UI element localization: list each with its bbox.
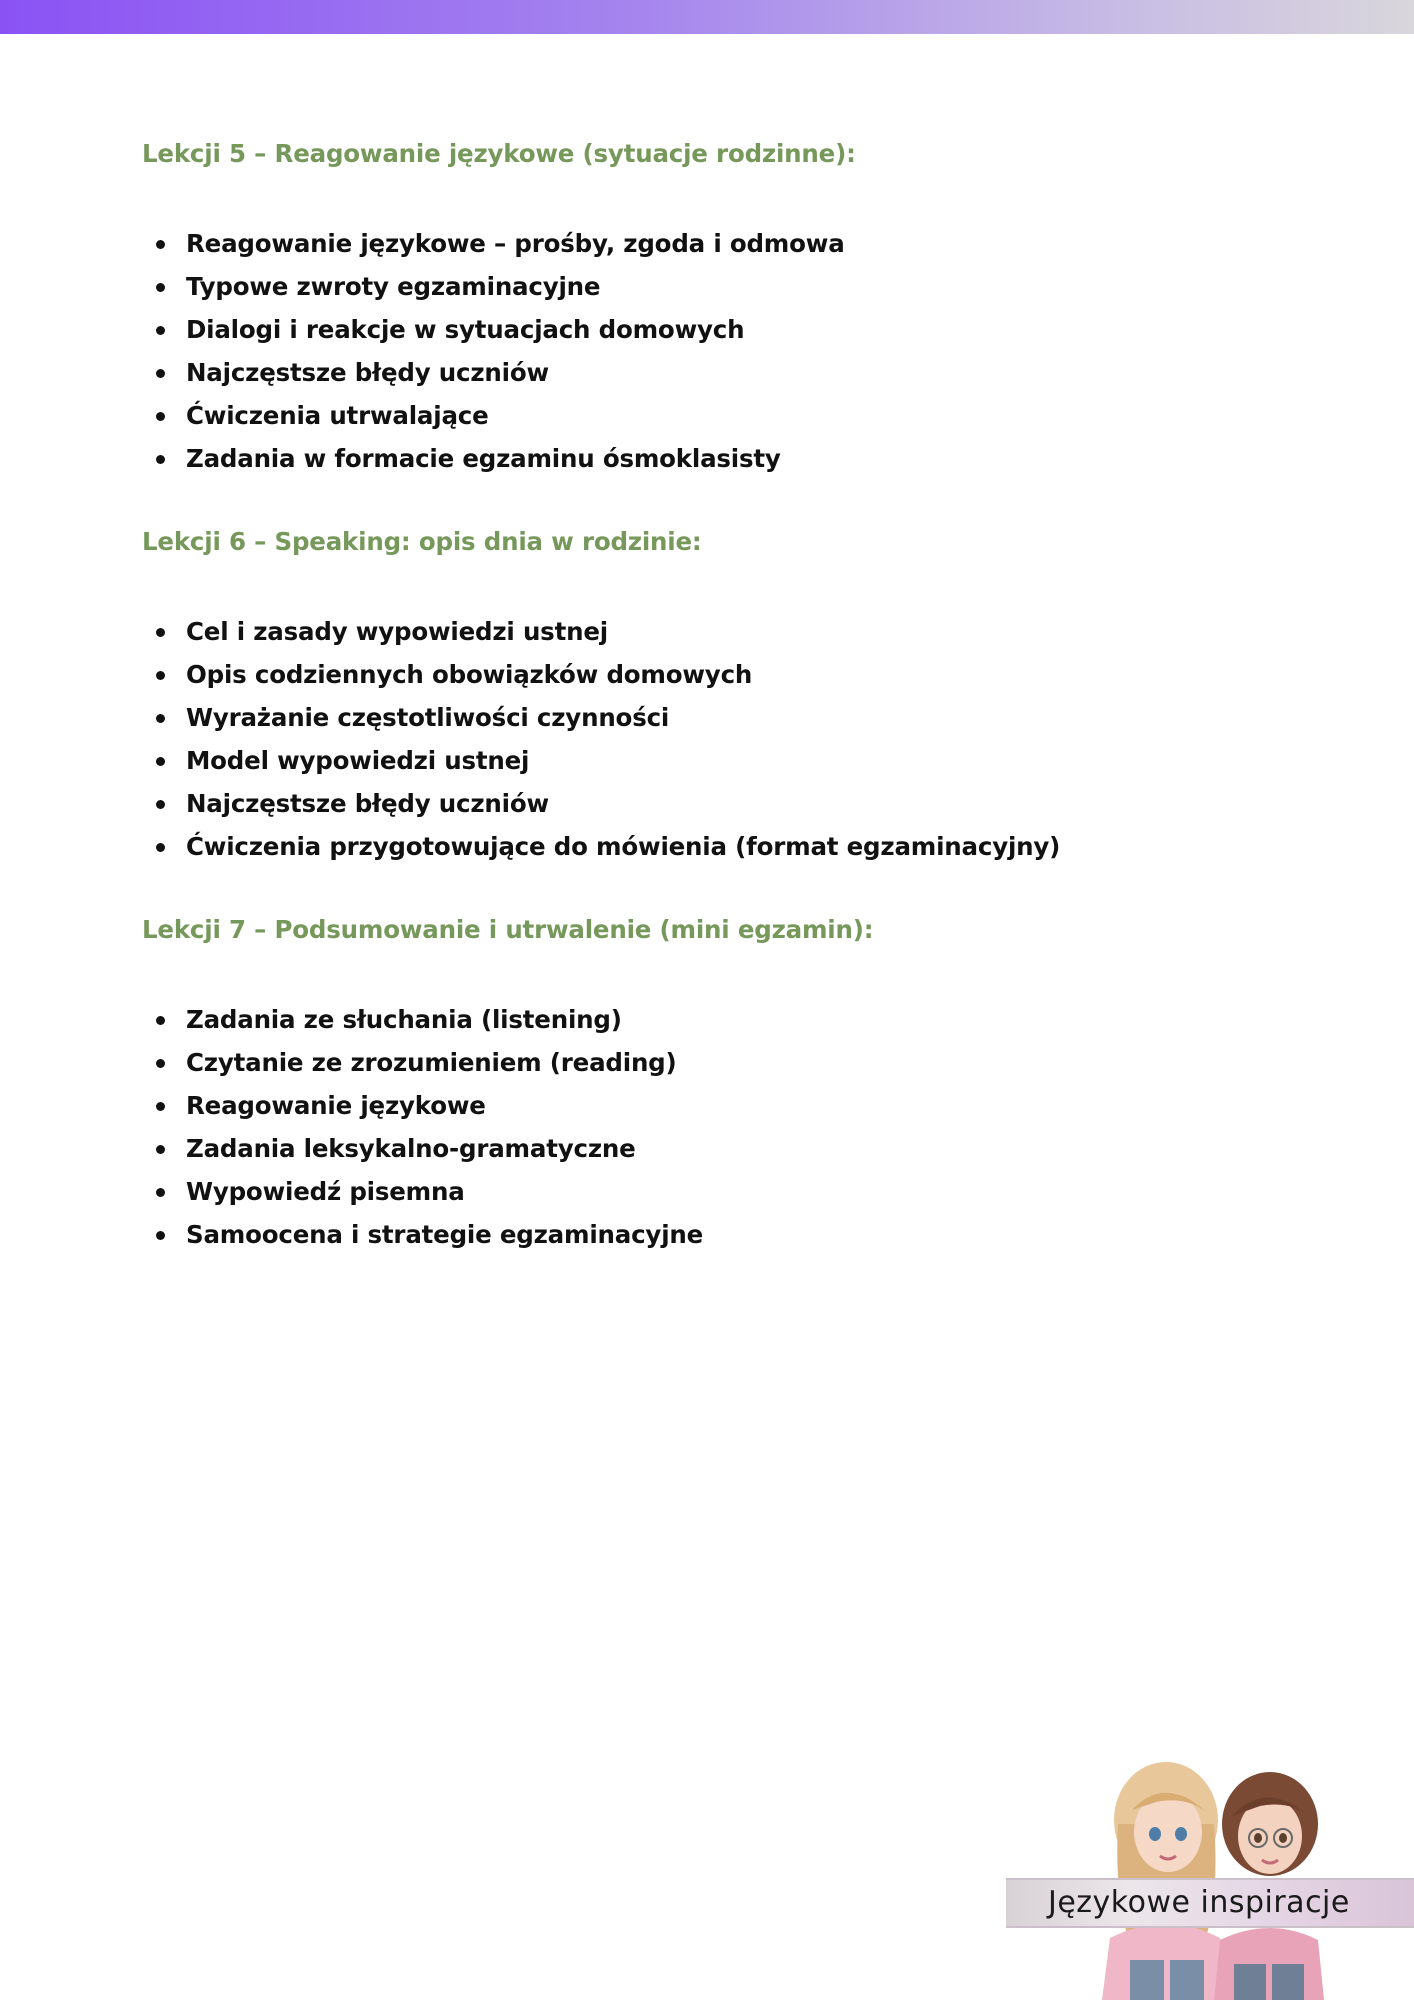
lesson-topic-list (142, 222, 1292, 480)
list-item-text: Samoocena i strategie egzaminacyjne (186, 1220, 704, 1249)
list-item-text: Dialogi i reakcje w sytuacjach domowych (186, 315, 745, 344)
list-item-text: Opis codziennych obowiązków domowych (186, 660, 753, 689)
list-item (142, 739, 1292, 782)
list-item-text: Ćwiczenia przygotowujące do mówienia (format egzaminacyjny) (186, 832, 1061, 861)
bullet-icon (156, 714, 165, 723)
bullet-icon (156, 369, 165, 378)
bullet-icon (156, 1102, 165, 1111)
logo-text: Językowe inspiracje (1006, 1878, 1414, 1928)
document-content (142, 136, 1292, 1256)
list-item-text: Zadania ze słuchania (listening) (186, 1005, 622, 1034)
list-item (142, 308, 1292, 351)
list-item (142, 998, 1292, 1041)
list-item (142, 265, 1292, 308)
lesson-heading: Lekcji 5 – Reagowanie językowe (sytuacje rodzinne): (142, 139, 856, 168)
bullet-icon (156, 240, 165, 249)
lesson-section-7 (142, 912, 1292, 1256)
list-item-text: Najczęstsze błędy uczniów (186, 358, 549, 387)
bullet-icon (156, 800, 165, 809)
list-item-text: Najczęstsze błędy uczniów (186, 789, 549, 818)
bullet-icon (156, 671, 165, 680)
lesson-topic-list (142, 998, 1292, 1256)
bullet-icon (156, 1016, 165, 1025)
bullet-icon (156, 628, 165, 637)
list-item-text: Reagowanie językowe (186, 1091, 486, 1120)
brand-logo (1006, 1760, 1414, 2000)
list-item-text: Model wypowiedzi ustnej (186, 746, 530, 775)
list-item-text: Czytanie ze zrozumieniem (reading) (186, 1048, 677, 1077)
bullet-icon (156, 455, 165, 464)
list-item (142, 1213, 1292, 1256)
list-item (142, 222, 1292, 265)
list-item (142, 610, 1292, 653)
bullet-icon (156, 1231, 165, 1240)
lesson-section-6 (142, 524, 1292, 868)
lesson-section-5 (142, 136, 1292, 480)
list-item (142, 1041, 1292, 1084)
list-item (142, 351, 1292, 394)
top-gradient-bar (0, 0, 1414, 34)
bullet-icon (156, 326, 165, 335)
list-item (142, 1084, 1292, 1127)
list-item (142, 782, 1292, 825)
list-item (142, 696, 1292, 739)
list-item (142, 1170, 1292, 1213)
bullet-icon (156, 1059, 165, 1068)
list-item-text: Ćwiczenia utrwalające (186, 401, 489, 430)
list-item (142, 1127, 1292, 1170)
list-item (142, 394, 1292, 437)
list-item-text: Typowe zwroty egzaminacyjne (186, 272, 601, 301)
list-item-text: Wypowiedź pisemna (186, 1177, 465, 1206)
list-item-text: Wyrażanie częstotliwości czynności (186, 703, 670, 732)
bullet-icon (156, 1145, 165, 1154)
list-item-text: Reagowanie językowe – prośby, zgoda i odmowa (186, 229, 845, 258)
list-item-text: Zadania w formacie egzaminu ósmoklasisty (186, 444, 781, 473)
list-item-text: Zadania leksykalno-gramatyczne (186, 1134, 636, 1163)
bullet-icon (156, 757, 165, 766)
lesson-heading: Lekcji 7 – Podsumowanie i utrwalenie (mini egzamin): (142, 915, 874, 944)
list-item-text: Cel i zasady wypowiedzi ustnej (186, 617, 608, 646)
lesson-heading: Lekcji 6 – Speaking: opis dnia w rodzinie: (142, 527, 702, 556)
lesson-topic-list (142, 610, 1292, 868)
list-item (142, 825, 1292, 868)
bullet-icon (156, 843, 165, 852)
list-item (142, 653, 1292, 696)
bullet-icon (156, 412, 165, 421)
list-item (142, 437, 1292, 480)
bullet-icon (156, 283, 165, 292)
bullet-icon (156, 1188, 165, 1197)
